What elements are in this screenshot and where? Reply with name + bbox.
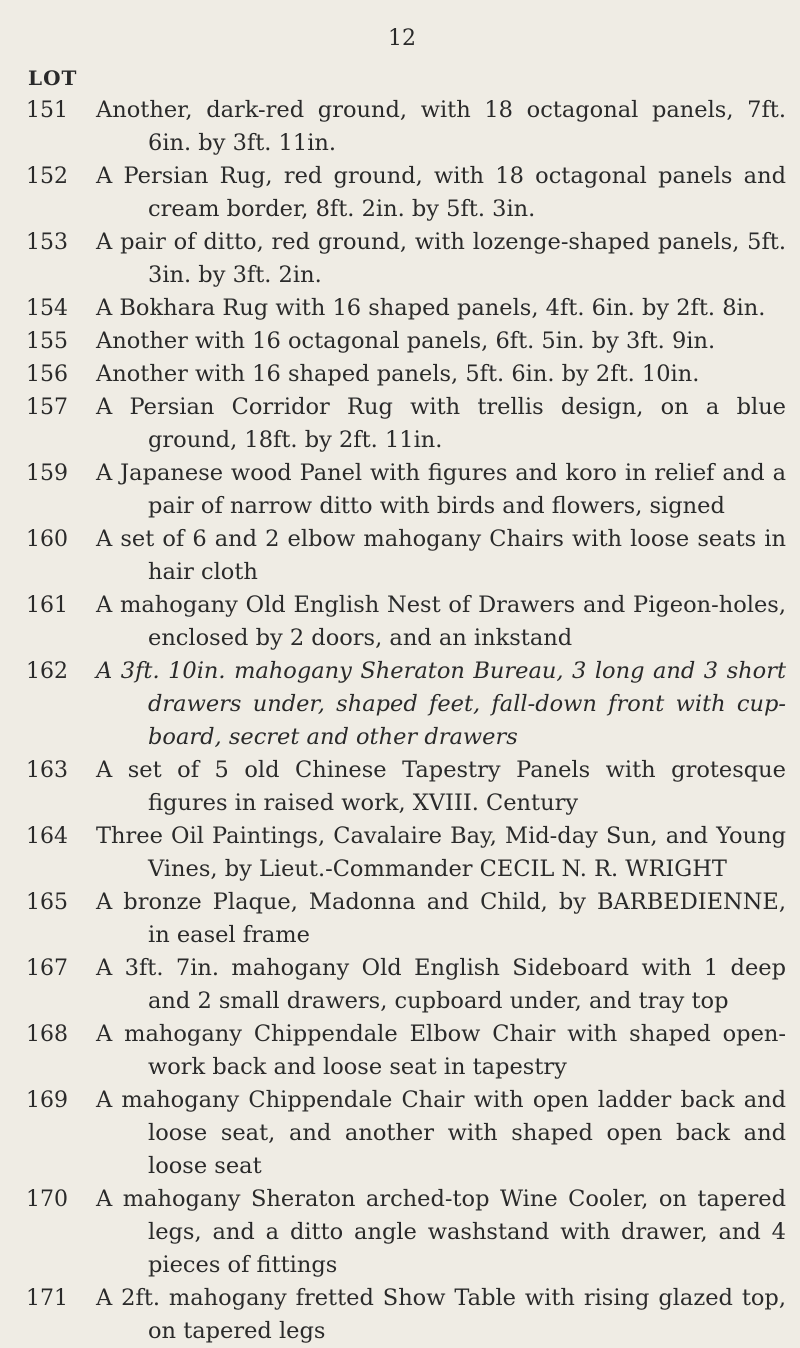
lot-entry [26, 1018, 786, 1084]
lot-description: A mahogany Old English Nest of Drawers and Pigeon-holes, enclosed by 2 doors, and an inkstand [96, 592, 786, 651]
lot-description: A set of 5 old Chinese Tapestry Panels with grotesque figures in raised work, XVIII. Century [96, 757, 786, 816]
lot-number: 157 [26, 395, 68, 420]
lot-number: 159 [26, 461, 68, 486]
lot-description: A Bokhara Rug with 16 shaped panels, 4ft. 6in. by 2ft. 8in. [96, 295, 766, 321]
lot-description: Another, dark-red ground, with 18 octagonal panels, 7ft. 6in. by 3ft. 11in. [96, 97, 786, 156]
lot-entry [26, 1282, 786, 1348]
lot-entry [26, 325, 786, 358]
lot-entry [26, 292, 786, 325]
lot-number: 169 [26, 1088, 68, 1113]
lot-list [26, 94, 786, 1348]
lot-description: A mahogany Chippendale Elbow Chair with shaped open-work back and loose seat in tapestry [96, 1021, 786, 1080]
lot-description: A bronze Plaque, Madonna and Child, by BARBEDIENNE, in easel frame [96, 889, 786, 948]
lot-number: 171 [26, 1286, 68, 1311]
lot-number: 153 [26, 230, 68, 255]
lot-number: 152 [26, 164, 68, 189]
lot-description: A 2ft. mahogany fretted Show Table with rising glazed top, on tapered legs [96, 1285, 786, 1344]
lot-column-header: LOT [28, 66, 78, 90]
lot-description: A Persian Corridor Rug with trellis design, on a blue ground, 18ft. by 2ft. 11in. [96, 394, 786, 453]
lot-entry [26, 226, 786, 292]
lot-number: 168 [26, 1022, 68, 1047]
lot-entry [26, 358, 786, 391]
lot-description: A Japanese wood Panel with figures and koro in relief and a pair of narrow ditto with birds and flowers, signed [96, 460, 786, 519]
lot-entry [26, 655, 786, 754]
lot-description: A 3ft. 10in. mahogany Sheraton Bureau, 3 long and 3 short drawers under, shaped feet, fall-down front with cup-board, secret and other drawers [96, 658, 786, 750]
lot-number: 156 [26, 362, 68, 387]
lot-entry [26, 589, 786, 655]
lot-entry [26, 94, 786, 160]
lot-entry [26, 1084, 786, 1183]
lot-description: A set of 6 and 2 elbow mahogany Chairs with loose seats in hair cloth [96, 526, 786, 585]
page-number: 12 [388, 26, 416, 51]
lot-entry [26, 457, 786, 523]
lot-entry [26, 523, 786, 589]
lot-description: Another with 16 octagonal panels, 6ft. 5in. by 3ft. 9in. [96, 328, 716, 354]
lot-entry [26, 886, 786, 952]
lot-entry [26, 391, 786, 457]
lot-description: A mahogany Sheraton arched-top Wine Cooler, on tapered legs, and a ditto angle washstand with drawer, and 4 pieces of fittings [96, 1186, 786, 1278]
lot-entry [26, 820, 786, 886]
lot-description: Another with 16 shaped panels, 5ft. 6in. by 2ft. 10in. [96, 361, 700, 387]
lot-number: 162 [26, 659, 68, 684]
lot-number: 165 [26, 890, 68, 915]
lot-number: 163 [26, 758, 68, 783]
lot-entry [26, 160, 786, 226]
lot-number: 151 [26, 98, 68, 123]
lot-description: A pair of ditto, red ground, with lozenge-shaped panels, 5ft. 3in. by 3ft. 2in. [96, 229, 786, 288]
lot-number: 160 [26, 527, 68, 552]
lot-number: 170 [26, 1187, 68, 1212]
lot-number: 164 [26, 824, 68, 849]
lot-description: A Persian Rug, red ground, with 18 octagonal panels and cream border, 8ft. 2in. by 5ft. 3in. [96, 163, 786, 222]
lot-number: 161 [26, 593, 68, 618]
lot-entry [26, 754, 786, 820]
lot-entry [26, 952, 786, 1018]
lot-number: 154 [26, 296, 68, 321]
lot-number: 167 [26, 956, 68, 981]
lot-description: Three Oil Paintings, Cavalaire Bay, Mid-day Sun, and Young Vines, by Lieut.-Commander CECIL N. R. WRIGHT [96, 823, 786, 882]
lot-entry [26, 1183, 786, 1282]
lot-description: A 3ft. 7in. mahogany Old English Sideboard with 1 deep and 2 small drawers, cupboard under, and tray top [96, 955, 786, 1014]
lot-description: A mahogany Chippendale Chair with open ladder back and loose seat, and another with shaped open back and loose seat [96, 1087, 786, 1179]
lot-number: 155 [26, 329, 68, 354]
